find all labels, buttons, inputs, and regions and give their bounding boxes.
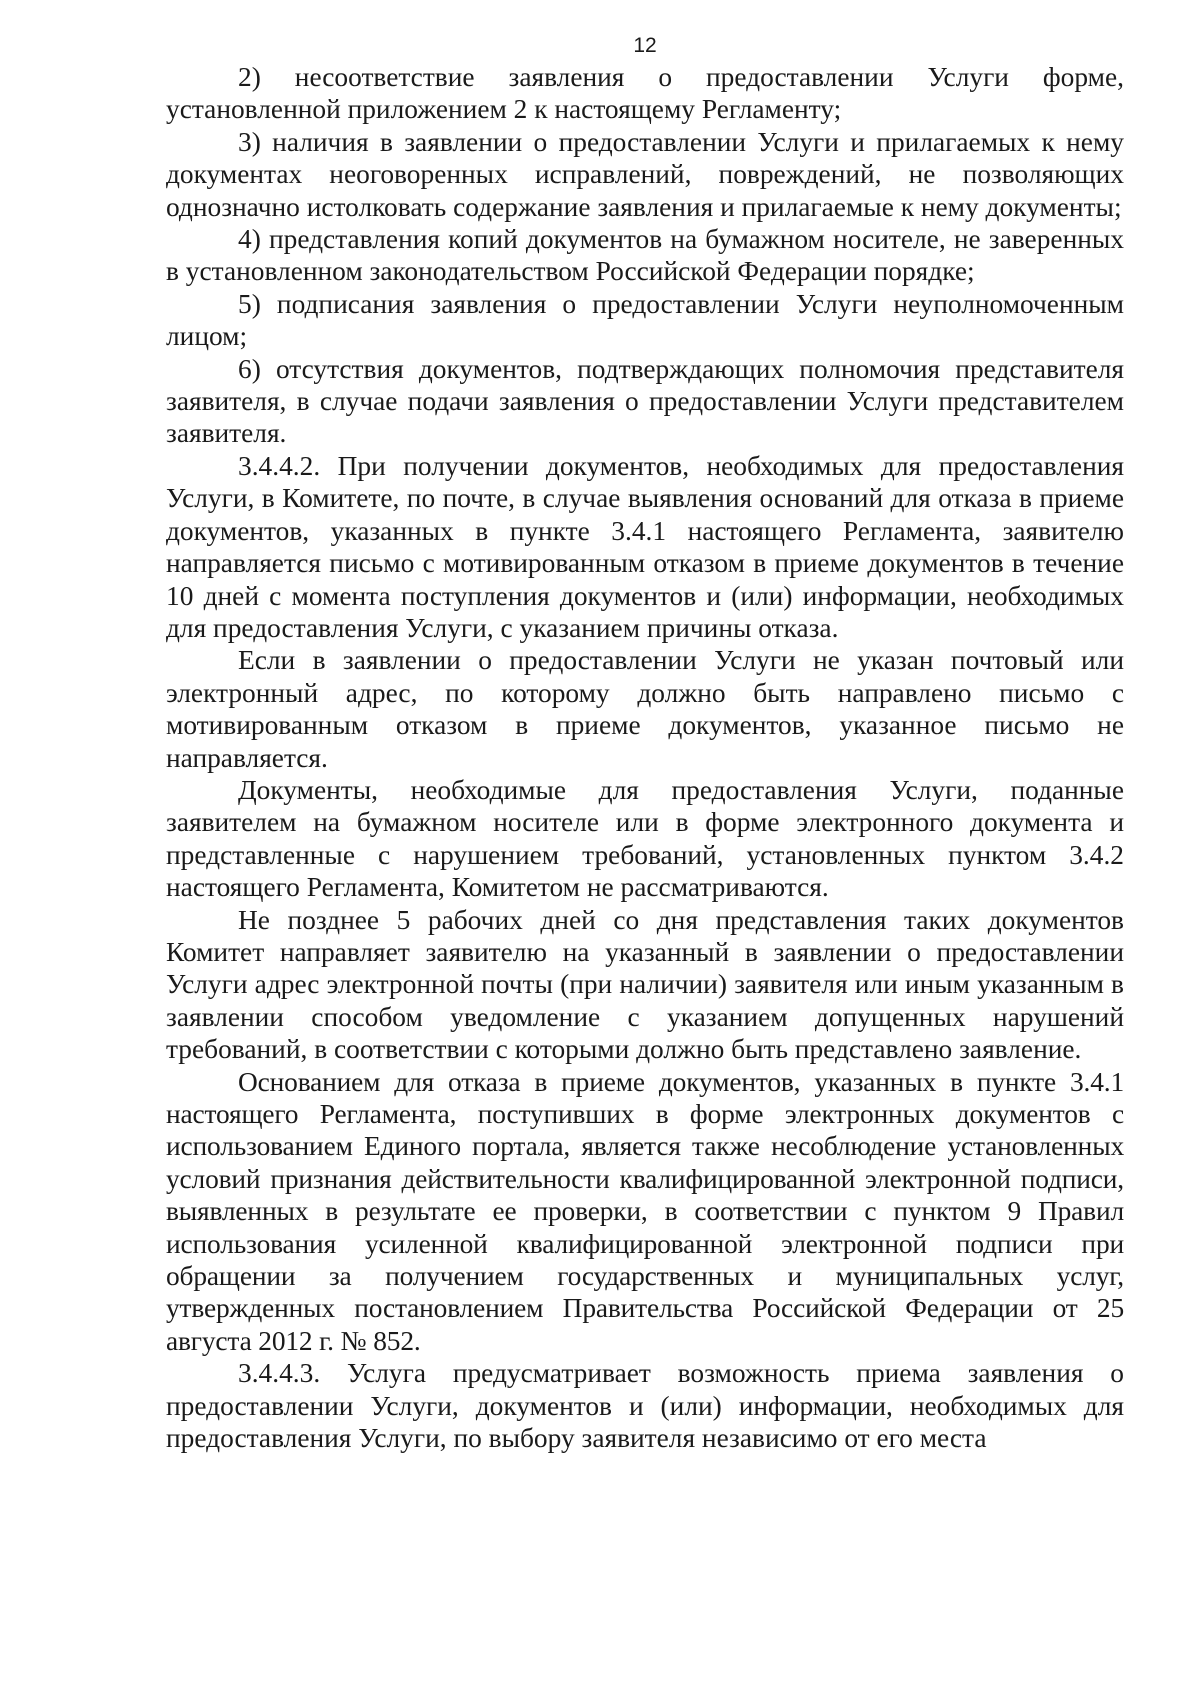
paragraph-3-4-4-2: 3.4.4.2. При получении документов, необходимых для предоставления Услуги, в Комитете, по почте, в случае выявления оснований для отказа в приеме документов, указанных в пункте 3.4.1 настоящего Регламента, заявителю направляется письмо с мотивированным отказом в приеме документов в течение 10 дней с момента поступления документов и (или) информации, необходимых для предоставления Услуги, с указанием причины отказа.	[166, 450, 1124, 643]
page-number: 12	[633, 34, 657, 57]
paragraph-3-4-4-3: 3.4.4.3. Услуга предусматривает возможность приема заявления о предоставлении Услуги, документов и (или) информации, необходимых для предоставления Услуги, по выбору заявителя независимо от его места	[166, 1358, 1124, 1454]
paragraph-item-4: 4) представления копий документов на бумажном носителе, не заверенных в установленном законодательством Российской Федерации порядке;	[166, 224, 1124, 287]
paragraph-item-2: 2) несоответствие заявления о предоставлении Услуги форме, установленной приложением 2 к настоящему Регламенту;	[166, 62, 1124, 125]
paragraph-notification-deadline: Не позднее 5 рабочих дней со дня представления таких документов Комитет направляет заявителю на указанный в заявлении о предоставлении Услуги адрес электронной почты (при наличии) заявителя или иным указанным в заявлении способом уведомление с указанием допущенных нарушений требований, в соответствии с которыми должно быть представлено заявление.	[166, 904, 1124, 1065]
paragraph-no-address: Если в заявлении о предоставлении Услуги не указан почтовый или электронный адрес, по которому должно быть направлено письмо с мотивированным отказом в приеме документов, указанное письмо не направляется.	[166, 645, 1124, 773]
paragraph-documents-not-considered: Документы, необходимые для предоставления Услуги, поданные заявителем на бумажном носителе или в форме электронного документа и представленные с нарушением требований, установленных пунктом 3.4.2 настоящего Регламента, Комитетом не рассматриваются.	[166, 774, 1124, 903]
paragraph-item-5: 5) подписания заявления о предоставлении Услуги неуполномоченным лицом;	[166, 288, 1124, 352]
paragraph-electronic-signature-refusal: Основанием для отказа в приеме документов, указанных в пункте 3.4.1 настоящего Регламента, поступивших в форме электронных документов с использованием Единого портала, является также несоблюдение установленных условий признания действительности квалифицированной электронной подписи, выявленных в результате ее проверки, в соответствии с пунктом 9 Правил использования усиленной квалифицированной электронной подписи при обращении за получением государственных и муниципальных услуг, утвержденных постановлением Правительства Российской Федерации от 25 августа 2012 г. № 852.	[166, 1066, 1124, 1356]
paragraph-item-6: 6) отсутствия документов, подтверждающих полномочия представителя заявителя, в случае подачи заявления о предоставлении Услуги представителем заявителя.	[166, 353, 1124, 449]
paragraph-item-3: 3) наличия в заявлении о предоставлении Услуги и прилагаемых к нему документах неоговоренных исправлений, повреждений, не позволяющих однозначно истолковать содержание заявления и прилагаемые к нему документы;	[166, 126, 1124, 222]
document-body	[166, 61, 1124, 1454]
